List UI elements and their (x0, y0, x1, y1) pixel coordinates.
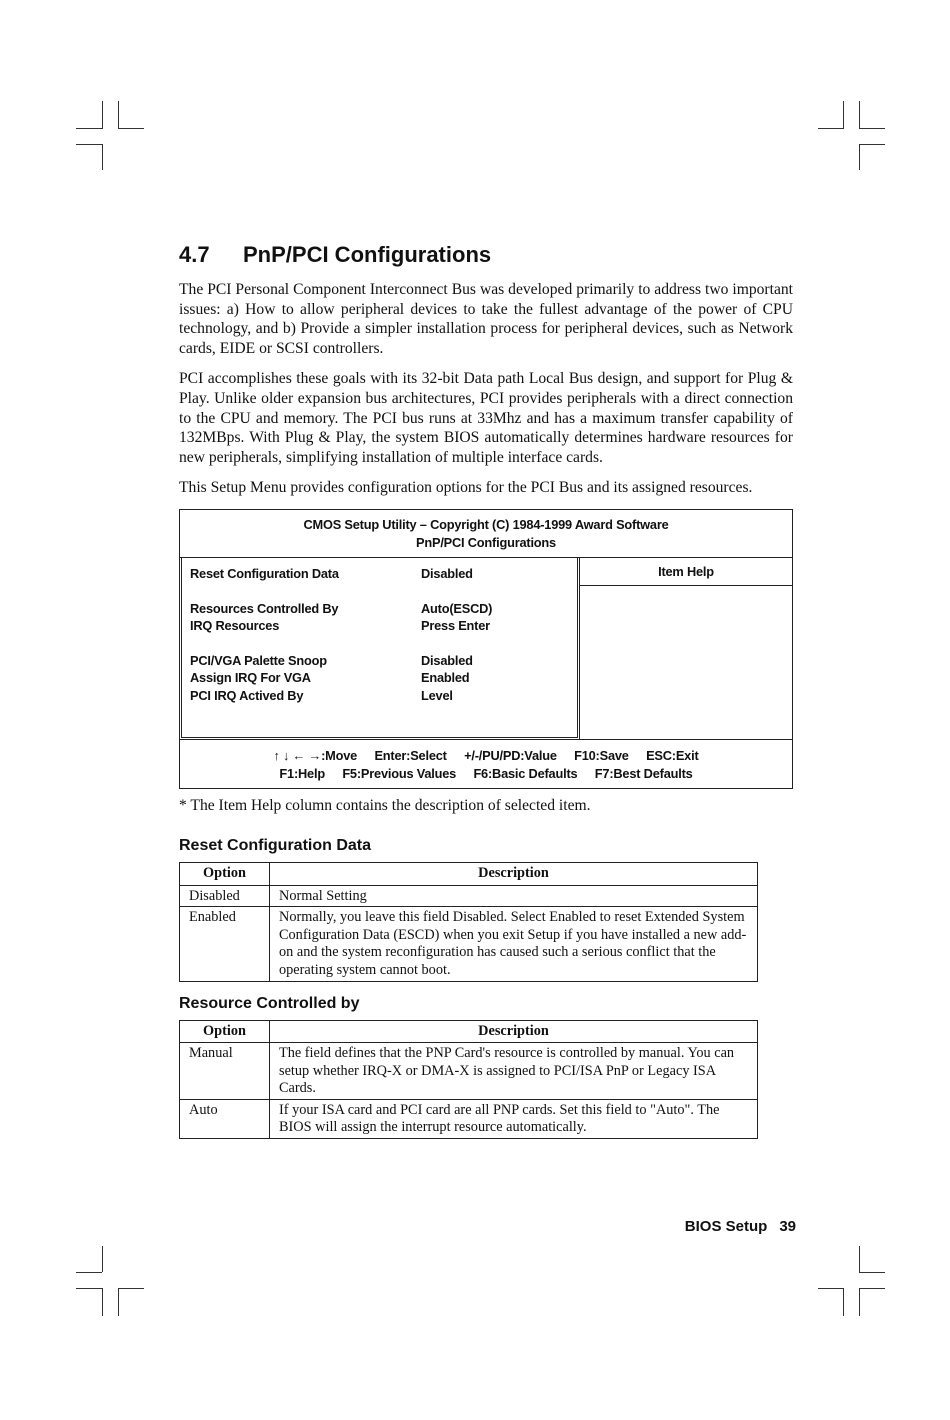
key-hint-previous-values: F5:Previous Values (342, 765, 457, 781)
crop-mark (859, 144, 860, 170)
crop-mark (102, 101, 103, 129)
crop-mark (76, 144, 102, 145)
crop-mark (76, 1272, 102, 1273)
key-hint-select: Enter:Select (374, 747, 447, 763)
bios-setting-label: PCI IRQ Actived By (190, 687, 304, 703)
section-title-text: PnP/PCI Configurations (243, 242, 492, 267)
crop-mark (118, 1288, 144, 1289)
crop-mark (76, 1288, 102, 1289)
crop-mark (859, 1288, 860, 1316)
description-cell: The field defines that the PNP Card's resource is controlled by manual. You can setup whether IRQ-X or DMA-X is assigned to PCI/ISA PnP or Legacy ISA Cards. (270, 1043, 758, 1100)
bios-setting-label: Resources Controlled By (190, 600, 339, 616)
key-hint-move: ↑ ↓ ← →:Move (273, 747, 358, 763)
table-row (180, 1043, 758, 1100)
section-number: 4.7 (179, 242, 210, 267)
crop-mark (859, 101, 860, 129)
description-cell: Normal Setting (270, 885, 758, 907)
column-header-description: Description (270, 862, 758, 885)
bios-main-panel (180, 558, 792, 740)
bios-screen (179, 509, 793, 789)
intro-paragraph: PCI accomplishes these goals with its 32-bit Data path Local Bus design, and support for Plug & Play. Unlike older expansion bus architectures, PCI provides peripherals with a direct connection to the CPU and memory. The PCI bus runs at 33Mhz and has a maximum transfer capability of 132MBps. With Plug & Play, the system BIOS automatically determines hardware resources for new peripherals, simplifying installation of multiple interface cards. (179, 370, 793, 466)
crop-mark (843, 101, 844, 129)
column-header-option: Option (180, 862, 270, 885)
bios-setting-row[interactable] (190, 565, 579, 582)
crop-mark (859, 128, 885, 129)
page-number: 39 (779, 1218, 796, 1235)
crop-mark (859, 1272, 885, 1273)
bios-item-help-panel (580, 558, 792, 739)
crop-mark (859, 1246, 860, 1272)
bios-setting-row[interactable] (190, 617, 579, 634)
resource-controlled-heading: Resource Controlled by (179, 994, 360, 1012)
reset-config-table (179, 862, 758, 982)
bios-setting-label: IRQ Resources (190, 618, 280, 634)
crop-mark (843, 1288, 844, 1316)
crop-mark (118, 1288, 119, 1316)
crop-mark (118, 101, 119, 129)
description-cell: Normally, you leave this field Disabled. Select Enabled to reset Extended System Configuration Data (ESCD) when you exit Setup if you have installed a new add-on and the system reconfiguration has caused such a serious conflict that the operating system cannot boot. (270, 907, 758, 981)
crop-mark (102, 144, 103, 170)
crop-mark (102, 1288, 103, 1316)
resource-controlled-table (179, 1020, 758, 1140)
bios-setting-value[interactable]: Level (421, 687, 453, 703)
reset-config-heading: Reset Configuration Data (179, 836, 372, 854)
column-header-description: Description (270, 1020, 758, 1043)
intro-paragraph: This Setup Menu provides configuration options for the PCI Bus and its assigned resources. (179, 479, 753, 497)
bios-header-copyright: CMOS Setup Utility – Copyright (C) 1984-1999 Award Software (303, 516, 669, 532)
crop-mark (818, 1288, 844, 1289)
bios-setting-row[interactable] (190, 669, 579, 686)
bios-setting-label: Reset Configuration Data (190, 565, 339, 581)
bios-setting-label: PCI/VGA Palette Snoop (190, 652, 327, 668)
crop-mark (859, 1288, 885, 1289)
page-content (179, 240, 793, 1139)
page-footer (685, 1218, 796, 1235)
key-hint-best-defaults: F7:Best Defaults (594, 765, 693, 781)
column-header-option: Option (180, 1020, 270, 1043)
item-help-note: * The Item Help column contains the description of selected item. (179, 796, 591, 814)
bios-header-menu-title: PnP/PCI Configurations (416, 534, 556, 550)
bios-setting-row[interactable] (190, 600, 579, 617)
option-cell: Enabled (180, 907, 270, 981)
bios-setting-value[interactable]: Auto(ESCD) (421, 600, 493, 616)
key-hint-help: F1:Help (279, 765, 325, 781)
table-header-row (180, 1020, 758, 1043)
bios-setting-label: Assign IRQ For VGA (190, 670, 311, 686)
key-hint-value: +/-/PU/PD:Value (464, 747, 557, 763)
crop-mark (859, 144, 885, 145)
option-cell: Manual (180, 1043, 270, 1100)
table-row (180, 907, 758, 981)
table-header-row (180, 862, 758, 885)
bios-setting-row[interactable] (190, 687, 579, 704)
bios-setting-value[interactable]: Press Enter (421, 618, 490, 634)
bios-setting-value[interactable]: Disabled (421, 565, 473, 581)
crop-mark (102, 1246, 103, 1272)
crop-mark (818, 128, 844, 129)
bios-key-legend (180, 740, 792, 788)
bios-setting-row[interactable] (190, 652, 579, 669)
bios-setting-value[interactable]: Disabled (421, 652, 473, 668)
key-hint-exit: ESC:Exit (646, 747, 699, 763)
section-title (179, 240, 793, 270)
footer-chapter-label: BIOS Setup (684, 1218, 768, 1235)
key-hint-basic-defaults: F6:Basic Defaults (473, 765, 578, 781)
option-cell: Disabled (180, 885, 270, 907)
intro-paragraph: The PCI Personal Component Interconnect Bus was developed primarily to address two important issues: a) How to allow peripheral devices to take the fullest advantage of the power of CPU technology, and b) Provide a simpler installation process for peripheral devices, such as Network cards, EIDE or SCSI controllers. (179, 281, 793, 357)
bios-setting-value[interactable]: Enabled (421, 670, 470, 686)
bios-header (180, 510, 792, 558)
description-cell: If your ISA card and PCI card are all PNP cards. Set this field to "Auto". The BIOS will assign the interrupt resource automatically. (270, 1099, 758, 1138)
table-row (180, 1099, 758, 1138)
crop-mark (118, 128, 144, 129)
key-hint-save: F10:Save (574, 747, 629, 763)
option-cell: Auto (180, 1099, 270, 1138)
bios-item-help-title: Item Help (580, 558, 792, 586)
crop-mark (76, 128, 102, 129)
bios-settings-list (180, 558, 580, 739)
table-row (180, 885, 758, 907)
